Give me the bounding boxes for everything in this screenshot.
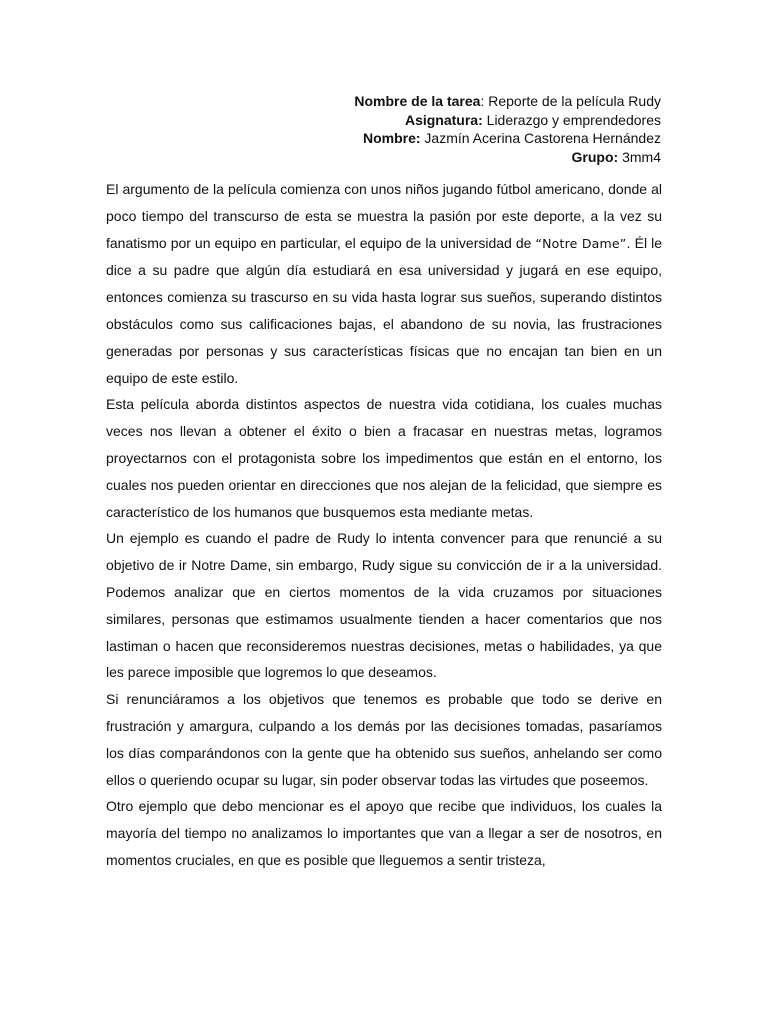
student-name-label: Nombre: (362, 130, 421, 146)
student-name-line (354, 129, 661, 148)
task-name-label: Nombre de la tarea (354, 93, 481, 109)
student-name-value: Jazmín Acerina Castorena Hernández (420, 130, 661, 146)
paragraph-1-part-a: El argumento de la película comienza con unos niños jugando fútbol americano, donde al poco tiempo del transcurso de esta se muestra la pasión por este deporte, a la vez su fanatismo por un equipo en particular, el equipo de la universidad de (106, 181, 662, 251)
subject-value: Liderazgo y emprendedores (482, 111, 661, 128)
paragraph-2: Esta película aborda distintos aspectos de nuestra vida cotidiana, los cuales muchas veces nos llevan a obtener el éxito o bien a fracasar en nuestras metas, logramos proyectarnos con el protagonista sobre los impedimentos que están en el entorno, los cuales nos pueden orientar en direcciones que nos alejan de la felicidad, que siempre es característico de los humanos que busquemos esta mediante metas. (106, 396, 662, 520)
notre-dame-quote: “Notre Dame”. (535, 235, 631, 251)
paragraph-5: Otro ejemplo que debo mencionar es el apoyo que recibe que individuos, los cuales la mayoría del tiempo no analizamos lo importantes que van a llegar a ser de nosotros, en momentos cruciales, en que es posible que lleguemos a sentir tristeza, (106, 798, 662, 868)
paragraph-1 (106, 176, 662, 391)
subject-line (354, 111, 661, 130)
group-value: 3mm4 (618, 148, 661, 165)
document-header (354, 92, 661, 166)
task-name-separator: : (480, 93, 489, 109)
group-label: Grupo: (571, 148, 619, 165)
document-body (106, 176, 662, 874)
task-name-value: Reporte de la película Rudy (488, 93, 661, 109)
group-line (354, 148, 661, 167)
task-name-line (354, 92, 661, 111)
paragraph-3: Un ejemplo es cuando el padre de Rudy lo intenta convencer para que renuncié a su objetivo de ir Notre Dame, sin embargo, Rudy sigue su convicción de ir a la universidad. Podemos analizar que en ciertos momentos de la vida cruzamos por situaciones similares, personas que estimamos usualmente tienden a hacer comentarios que nos lastiman o hacen que reconsideremos nuestras decisiones, metas o habilidades, ya que les parece imposible que logremos lo que deseamos. (106, 530, 662, 681)
subject-label: Asignatura: (404, 111, 483, 128)
paragraph-1-part-b: Él le dice a su padre que algún día estudiará en esa universidad y jugará en ese equipo, entonces comienza su trascurso en su vida hasta lograr sus sueños, superando distintos obstáculos como sus calificaciones bajas, el abandono de su novia, las frustraciones generadas por personas y sus características físicas que no encajan tan bien en un equipo de este estilo. (106, 234, 662, 386)
paragraph-4: Si renunciáramos a los objetivos que tenemos es probable que todo se derive en frustración y amargura, culpando a los demás por las decisiones tomadas, pasaríamos los días comparándonos con la gente que ha obtenido sus sueños, anhelando ser como ellos o queriendo ocupar su lugar, sin poder observar todas las virtudes que poseemos. (106, 691, 662, 788)
